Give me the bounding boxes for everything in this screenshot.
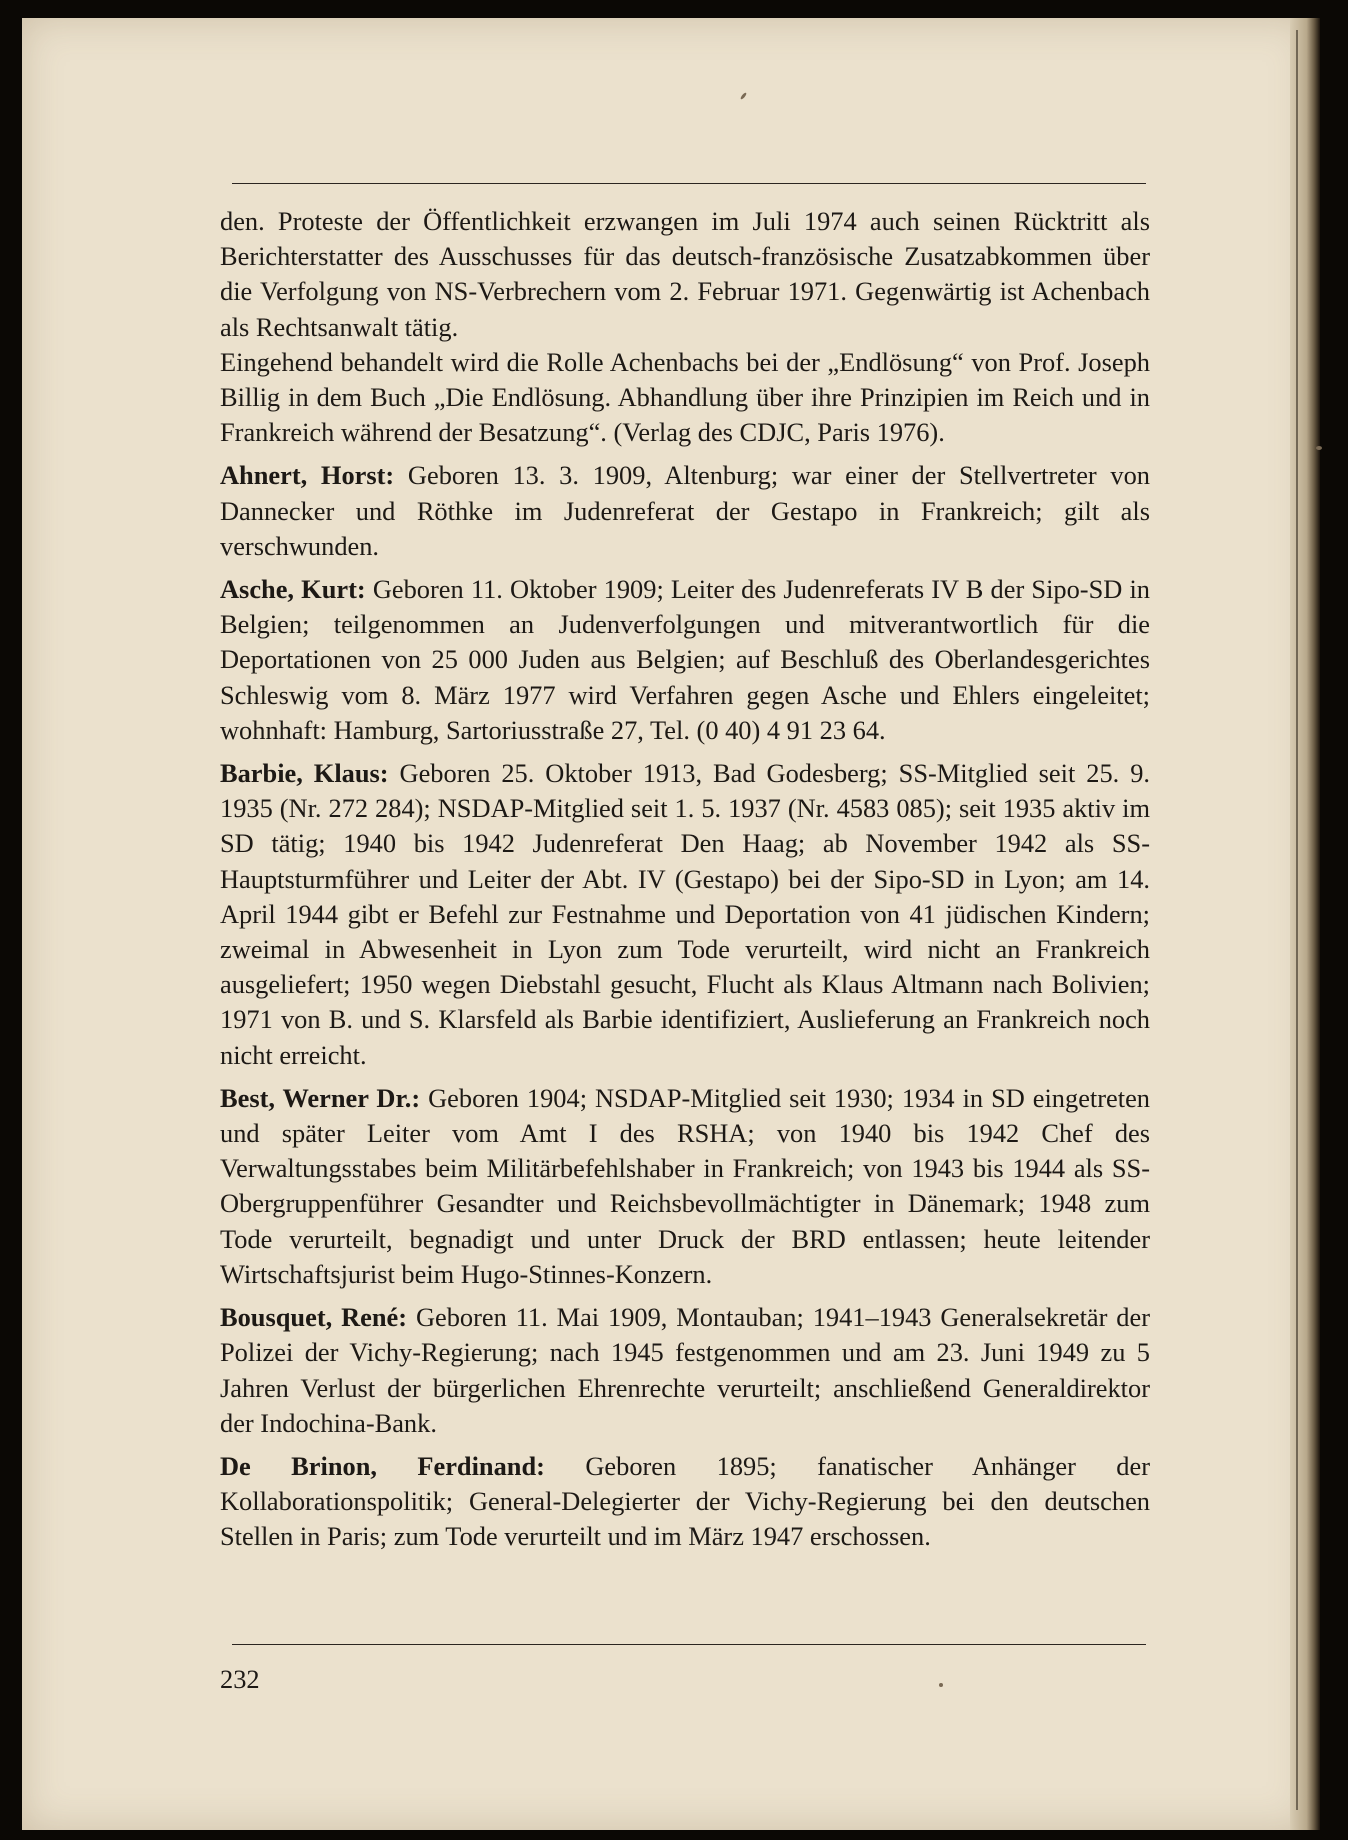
- entry-name: Ahnert, Horst:: [220, 460, 395, 491]
- page-number: 232: [220, 1664, 260, 1694]
- entry-barbie: [220, 756, 1150, 1073]
- paragraph-note: [220, 345, 1150, 451]
- paragraph-continuation: [220, 204, 1150, 345]
- entry-text: Geboren 13. 3. 1909, Altenburg; war einer der Stellvertreter von Dannecker und Röthke im Judenreferat der Gestapo in Frankreich; gilt als verschwunden.: [220, 460, 1150, 561]
- entry-name: Best, Werner Dr.:: [220, 1082, 421, 1113]
- binding-line: [1296, 30, 1298, 1810]
- paragraph-text: Eingehend behandelt wird die Rolle Achenbachs bei der „Endlösung“ von Prof. Joseph Billig in dem Buch „Die Endlösung. Abhandlung über ihre Prinzipien im Reich und in Frankreich während der Besatzung“. (Verlag des CDJC, Paris 1976).: [220, 346, 1150, 448]
- entry-asche: [220, 572, 1150, 748]
- entry-best: [220, 1081, 1150, 1292]
- entry-bousquet: [220, 1300, 1150, 1441]
- entry-name: Barbie, Klaus:: [220, 758, 389, 789]
- body-text: [220, 204, 1150, 1555]
- page-edge-shadow: [1290, 18, 1320, 1830]
- paper-speck: [939, 1683, 943, 1687]
- entry-text: Geboren 11. Oktober 1909; Leiter des Judenreferats IV B der Sipo-SD in Belgien; teilgenommen an Judenverfolgungen und mitverantwortlich für die Deportationen von 25 000 Juden aus Belgien; auf Beschluß des Oberlandesgerichtes Schleswig vom 8. März 1977 wird Verfahren gegen Asche und Ehlers eingeleitet; wohnhaft: Hamburg, Sartoriusstraße 27, Tel. (0 40) 4 91 23 64.: [220, 574, 1151, 745]
- entry-text: Geboren 25. Oktober 1913, Bad Godesberg; SS-Mitglied seit 25. 9. 1935 (Nr. 272 284); NSDAP-Mitglied seit 1. 5. 1937 (Nr. 4583 085); seit 1935 aktiv im SD tätig; 1940 bis 1942 Judenreferat Den Haag; ab November 1942 als SS-Hauptsturmführer und Leiter der Abt. IV (Gestapo) bei der Sipo-SD in Lyon; am 14. April 1944 gibt er Befehl zur Festnahme und Deportation von 41 jüdischen Kindern; zweimal in Abwesenheit in Lyon zum Tode verurteilt, wird nicht an Frankreich ausgeliefert; 1950 wegen Diebstahl gesucht, Flucht als Klaus Altmann nach Bolivien; 1971 von B. und S. Klarsfeld als Barbie identifiziert, Auslieferung an Frankreich noch nicht erreicht.: [220, 758, 1150, 1070]
- footer-rule: [232, 1644, 1146, 1645]
- paper-speck: [1316, 446, 1322, 450]
- header-rule: [232, 183, 1146, 184]
- paragraph-text: den. Proteste der Öffentlichkeit erzwangen im Juli 1974 auch seinen Rücktritt als Berichterstatter des Ausschusses für das deutsch-französische Zusatzabkommen über die Verfolgung von NS-Verbrechern vom 2. Februar 1971. Gegenwärtig ist Achenbach als Rechtsanwalt tätig.: [220, 206, 1150, 342]
- entry-ahnert: [220, 458, 1150, 564]
- entry-name: Asche, Kurt:: [220, 574, 366, 605]
- entry-text: Geboren 11. Mai 1909, Montauban; 1941–1943 Generalsekretär der Polizei der Vichy-Regierung; nach 1945 festgenommen und am 23. Juni 1949 zu 5 Jahren Verlust der bürgerlichen Ehrenrechte verurteilt; anschließend Generaldirektor der Indochina-Bank.: [220, 1302, 1150, 1438]
- entry-de-brinon: [220, 1449, 1150, 1555]
- entry-name: Bousquet, René:: [220, 1302, 408, 1333]
- entry-text: Geboren 1904; NSDAP-Mitglied seit 1930; 1934 in SD eingetreten und später Leiter vom Amt I des RSHA; von 1940 bis 1942 Chef des Verwaltungsstabes beim Militärbefehlshaber in Frankreich; von 1943 bis 1944 als SS-Obergruppenführer Gesandter und Reichsbevollmächtigter in Dänemark; 1948 zum Tode verurteilt, begnadigt und unter Druck der BRD entlassen; heute leitender Wirtschaftsjurist beim Hugo-Stinnes-Konzern.: [220, 1082, 1150, 1289]
- entry-text: Geboren 1895; fanatischer Anhänger der Kollaborationspolitik; General-Delegierter der Vichy-Regierung bei den deutschen Stellen in Paris; zum Tode verurteilt und im März 1947 erschossen.: [220, 1450, 1150, 1552]
- entry-name: De Brinon, Ferdinand:: [220, 1450, 545, 1481]
